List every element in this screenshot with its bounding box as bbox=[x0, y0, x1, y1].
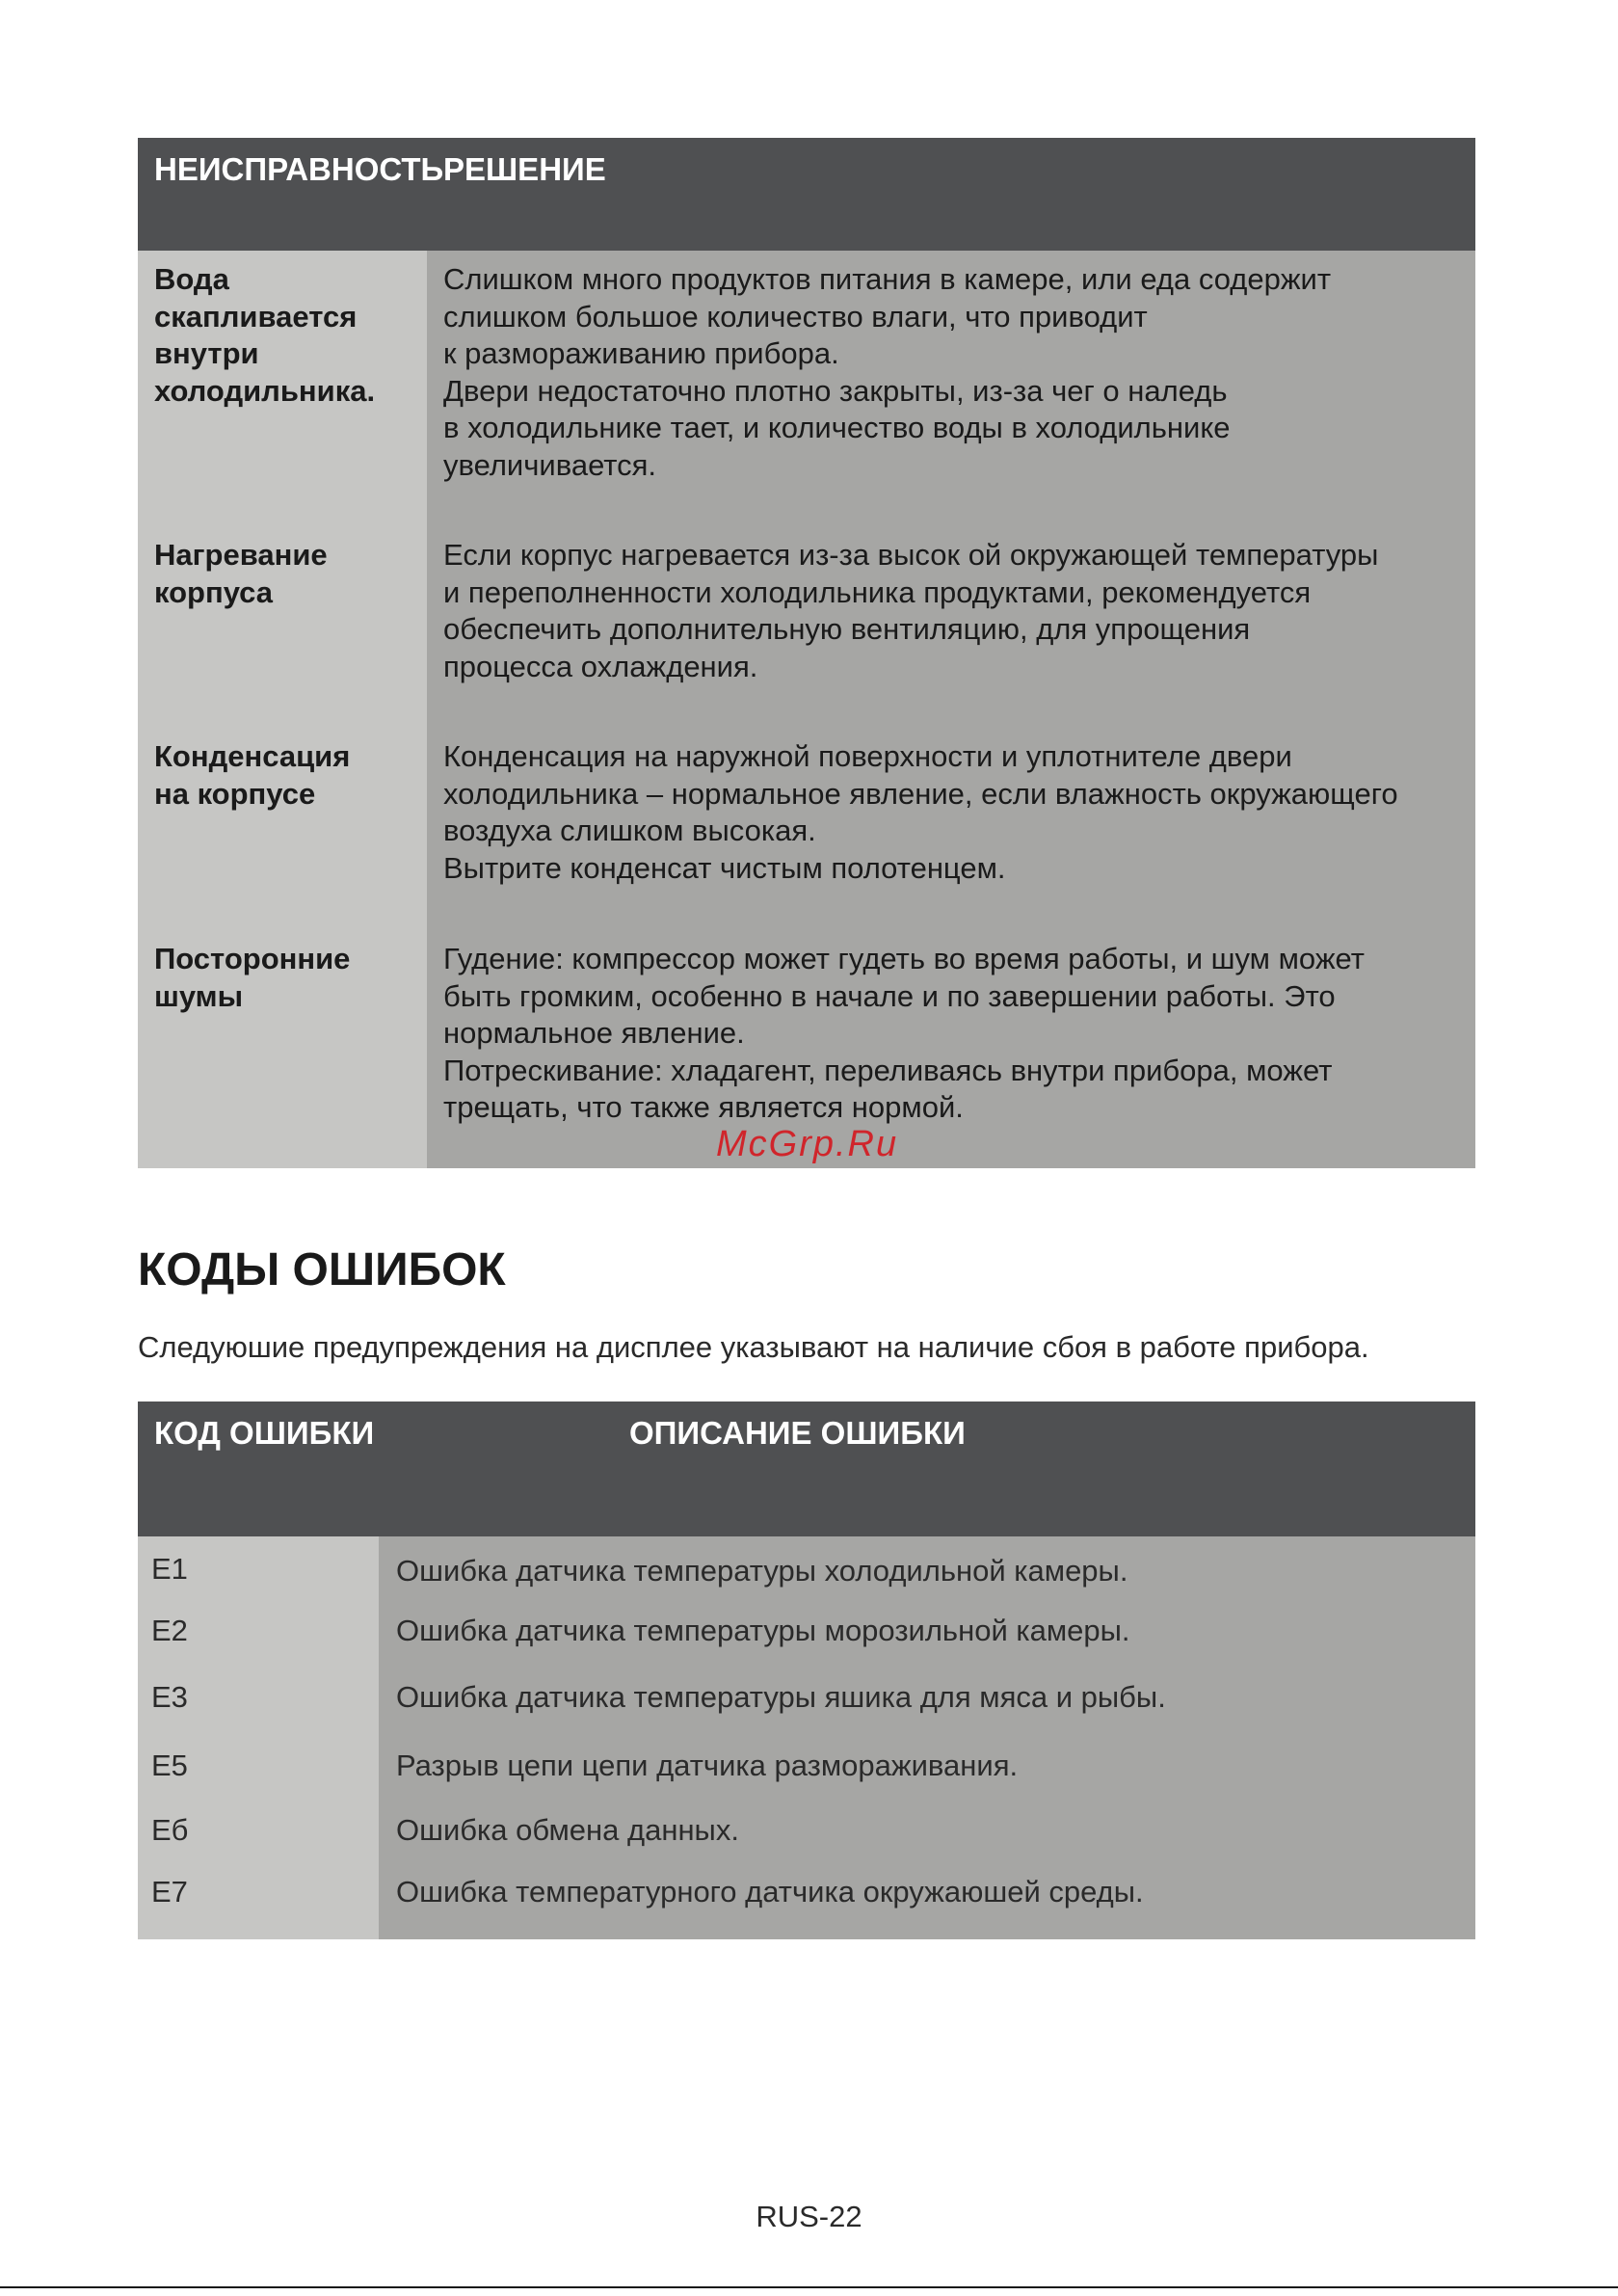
solution-line: Гудение: компрессор может гудеть во время работы, и шум может bbox=[443, 942, 1365, 975]
troubleshooting-body bbox=[138, 251, 1475, 1168]
solution-cell bbox=[443, 537, 1465, 685]
problem-line: корпуса bbox=[154, 574, 274, 609]
solution-line: трещать, что также является нормой. bbox=[443, 1090, 964, 1124]
problem-line: Нагревание bbox=[154, 538, 328, 572]
solution-line: Потрескивание: хладагент, переливаясь внутри прибора, может bbox=[443, 1053, 1333, 1087]
error-code: Еб bbox=[151, 1813, 189, 1847]
error-codes-body bbox=[138, 1536, 1475, 1939]
problem-cell bbox=[154, 941, 414, 1015]
problem-line: Посторонние bbox=[154, 942, 351, 975]
problem-line: холодильника. bbox=[154, 373, 376, 408]
solution-line: к размораживанию прибора. bbox=[443, 336, 839, 370]
troubleshooting-table bbox=[138, 138, 1475, 1168]
page-bottom-rule bbox=[0, 2286, 1618, 2288]
header-solution: РЕШЕНИЕ bbox=[443, 151, 606, 187]
error-description: Ошибка датчика температуры морозильной камеры. bbox=[396, 1614, 1130, 1647]
problem-cell bbox=[154, 537, 414, 611]
error-code: E2 bbox=[151, 1614, 188, 1647]
error-description: Ошибка обмена данных. bbox=[396, 1813, 739, 1847]
solution-cell bbox=[443, 738, 1465, 887]
solution-cell bbox=[443, 941, 1465, 1127]
solution-line: Если корпус нагревается из-за высок ой окружающей температуры bbox=[443, 538, 1379, 572]
error-description: Разрыв цепи цепи датчика размораживания. bbox=[396, 1749, 1019, 1782]
header-code: КОД ОШИБКИ bbox=[154, 1415, 375, 1451]
problem-line: Конденсация bbox=[154, 739, 351, 773]
solution-cell bbox=[443, 261, 1465, 484]
section-intro: Следуюшие предупреждения на дисплее указывают на наличие сбоя в работе прибора. bbox=[138, 1330, 1369, 1364]
header-description: ОПИСАНИЕ ОШИБКИ bbox=[629, 1415, 966, 1451]
solution-line: увеличивается. bbox=[443, 447, 657, 482]
section-title: КОДЫ ОШИБОК bbox=[138, 1244, 506, 1295]
error-code: E7 bbox=[151, 1875, 188, 1909]
error-description: Ошибка температурного датчика окружаюшей среды. bbox=[396, 1875, 1144, 1909]
solution-line: обеспечить дополнительную вентиляцию, для упрощения bbox=[443, 612, 1251, 646]
error-description: Ошибка датчика температуры яшика для мяса и рыбы. bbox=[396, 1680, 1166, 1714]
solution-line: Конденсация на наружной поверхности и уплотнителе двери bbox=[443, 739, 1292, 773]
solution-line: нормальное явление. bbox=[443, 1016, 745, 1050]
error-code: E5 bbox=[151, 1749, 188, 1782]
problem-cell bbox=[154, 738, 414, 813]
problem-line: скапливается bbox=[154, 299, 358, 334]
solution-line: в холодильнике тает, и количество воды в холодильнике bbox=[443, 411, 1231, 444]
watermark: McGrp.Ru bbox=[716, 1124, 899, 1164]
solution-line: воздуха слишком высокая. bbox=[443, 814, 816, 847]
page-number: RUS-22 bbox=[756, 2200, 862, 2233]
problem-line: на корпусе bbox=[154, 776, 316, 811]
problem-line: шумы bbox=[154, 978, 244, 1013]
error-codes-table bbox=[138, 1402, 1475, 1939]
solution-line: быть громким, особенно в начале и по завершении работы. Это bbox=[443, 978, 1336, 1013]
error-description: Ошибка датчика температуры холодильной камеры. bbox=[396, 1554, 1128, 1588]
solution-line: холодильника – нормальное явление, если влажность окружающего bbox=[443, 776, 1398, 811]
troubleshooting-header bbox=[138, 138, 1475, 251]
error-codes-header bbox=[138, 1402, 1475, 1536]
problem-line: Вода bbox=[154, 262, 229, 296]
error-code: E1 bbox=[151, 1552, 188, 1586]
solution-line: Слишком много продуктов питания в камере, или еда содержит bbox=[443, 262, 1332, 296]
solution-line: слишком большое количество влаги, что приводит bbox=[443, 299, 1148, 334]
solution-line: Двери недостаточно плотно закрыты, из-за чег о наледь bbox=[443, 373, 1228, 408]
problem-cell bbox=[154, 261, 414, 410]
error-code: E3 bbox=[151, 1680, 188, 1714]
solution-line: процесса охлаждения. bbox=[443, 649, 758, 683]
solution-line: и переполненности холодильника продуктами, рекомендуется bbox=[443, 574, 1312, 609]
problem-line: внутри bbox=[154, 336, 259, 370]
solution-line: Вытрите конденсат чистым полотенцем. bbox=[443, 850, 1006, 885]
header-problem: НЕИСПРАВНОСТЬ bbox=[154, 151, 444, 187]
